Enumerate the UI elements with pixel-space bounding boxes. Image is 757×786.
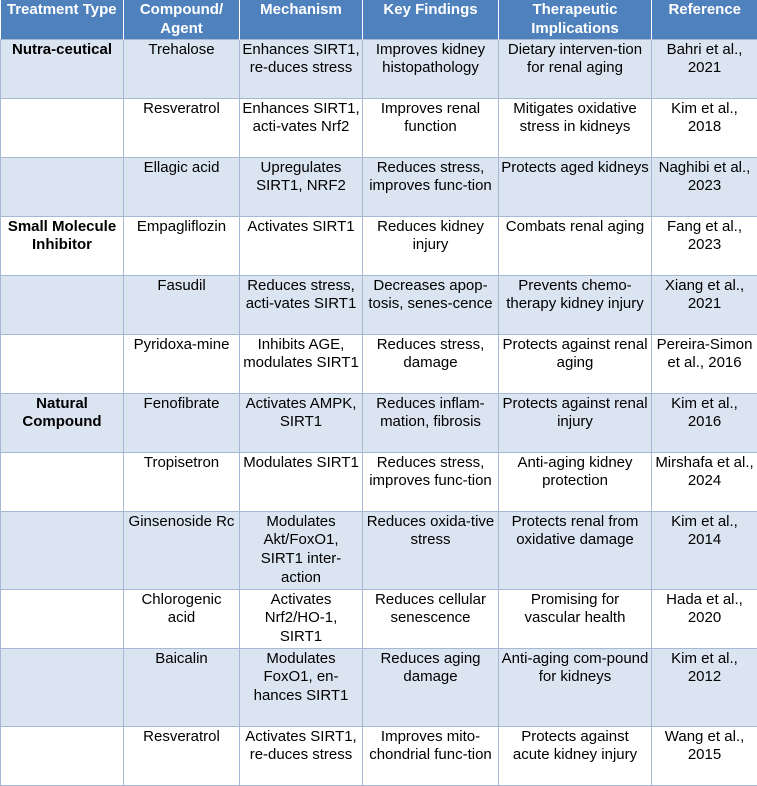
implications-cell: Dietary interven-tion for renal aging (499, 39, 652, 98)
implications-cell: Promising for vascular health (499, 589, 652, 648)
compound-cell: Tropisetron (124, 452, 240, 511)
implications-cell: Prevents chemo-therapy kidney injury (499, 275, 652, 334)
findings-cell: Improves renal function (363, 98, 499, 157)
findings-cell: Reduces stress, damage (363, 334, 499, 393)
mechanism-cell: Enhances SIRT1, acti-vates Nrf2 (240, 98, 363, 157)
treatment-type-cell (1, 511, 124, 589)
treatment-type-cell: Small Molecule Inhibitor (1, 216, 124, 275)
findings-cell: Reduces oxida-tive stress (363, 511, 499, 589)
compound-cell: Trehalose (124, 39, 240, 98)
mechanism-cell: Modulates FoxO1, en-hances SIRT1 (240, 648, 363, 726)
findings-cell: Reduces kidney injury (363, 216, 499, 275)
treatment-type-cell (1, 726, 124, 785)
table-row (1, 39, 757, 98)
table-row (1, 393, 757, 452)
treatment-type-cell (1, 98, 124, 157)
reference-cell: Kim et al., 2018 (652, 98, 757, 157)
table-row (1, 334, 757, 393)
findings-cell: Reduces stress, improves func-tion (363, 157, 499, 216)
reference-cell: Fang et al., 2023 (652, 216, 757, 275)
compound-cell: Resveratrol (124, 726, 240, 785)
table-row (1, 216, 757, 275)
reference-cell: Kim et al., 2014 (652, 511, 757, 589)
header-treatment-type: Treatment Type (1, 0, 124, 39)
mechanism-cell: Modulates Akt/FoxO1, SIRT1 inter-action (240, 511, 363, 589)
compound-cell: Baicalin (124, 648, 240, 726)
mechanism-cell: Enhances SIRT1, re-duces stress (240, 39, 363, 98)
reference-cell: Mirshafa et al., 2024 (652, 452, 757, 511)
reference-cell: Kim et al., 2016 (652, 393, 757, 452)
header-row (1, 0, 757, 39)
compound-cell: Resveratrol (124, 98, 240, 157)
reference-cell: Xiang et al., 2021 (652, 275, 757, 334)
mechanism-cell: Activates Nrf2/HO-1, SIRT1 (240, 589, 363, 648)
implications-cell: Mitigates oxidative stress in kidneys (499, 98, 652, 157)
implications-cell: Protects against renal injury (499, 393, 652, 452)
header-mechanism: Mechanism (240, 0, 363, 39)
implications-cell: Protects aged kidneys (499, 157, 652, 216)
header-compound-agent: Compound/ Agent (124, 0, 240, 39)
table-row (1, 726, 757, 785)
treatment-type-cell (1, 589, 124, 648)
mechanism-cell: Activates SIRT1, re-duces stress (240, 726, 363, 785)
findings-cell: Reduces inflam-mation, fibrosis (363, 393, 499, 452)
implications-cell: Protects renal from oxidative damage (499, 511, 652, 589)
treatment-type-cell: Nutra-ceutical (1, 39, 124, 98)
implications-cell: Protects against acute kidney injury (499, 726, 652, 785)
compound-cell: Fenofibrate (124, 393, 240, 452)
treatment-type-cell (1, 275, 124, 334)
reference-cell: Kim et al., 2012 (652, 648, 757, 726)
implications-cell: Protects against renal aging (499, 334, 652, 393)
mechanism-cell: Reduces stress, acti-vates SIRT1 (240, 275, 363, 334)
header-key-findings: Key Findings (363, 0, 499, 39)
treatment-type-cell (1, 157, 124, 216)
treatment-type-cell (1, 452, 124, 511)
mechanism-cell: Activates AMPK, SIRT1 (240, 393, 363, 452)
table-row (1, 157, 757, 216)
implications-cell: Anti-aging com-pound for kidneys (499, 648, 652, 726)
compound-cell: Chlorogenic acid (124, 589, 240, 648)
header-reference: Reference (652, 0, 757, 39)
treatment-type-cell: Natural Compound (1, 393, 124, 452)
mechanism-cell: Activates SIRT1 (240, 216, 363, 275)
table-row (1, 589, 757, 648)
header-therapeutic-implications: Therapeutic Implications (499, 0, 652, 39)
findings-cell: Decreases apop-tosis, senes-cence (363, 275, 499, 334)
table-row (1, 98, 757, 157)
findings-cell: Improves mito-chondrial func-tion (363, 726, 499, 785)
reference-cell: Bahri et al., 2021 (652, 39, 757, 98)
findings-cell: Reduces aging damage (363, 648, 499, 726)
table-row (1, 648, 757, 726)
table-row (1, 275, 757, 334)
treatment-type-cell (1, 648, 124, 726)
treatment-type-cell (1, 334, 124, 393)
compound-cell: Fasudil (124, 275, 240, 334)
mechanism-cell: Upregulates SIRT1, NRF2 (240, 157, 363, 216)
compound-cell: Empagliflozin (124, 216, 240, 275)
mechanism-cell: Modulates SIRT1 (240, 452, 363, 511)
reference-cell: Wang et al., 2015 (652, 726, 757, 785)
reference-cell: Naghibi et al., 2023 (652, 157, 757, 216)
implications-cell: Combats renal aging (499, 216, 652, 275)
table-row (1, 511, 757, 589)
table-row (1, 452, 757, 511)
findings-cell: Reduces stress, improves func-tion (363, 452, 499, 511)
mechanism-cell: Inhibits AGE, modulates SIRT1 (240, 334, 363, 393)
reference-cell: Pereira-Simon et al., 2016 (652, 334, 757, 393)
compound-cell: Ginsenoside Rc (124, 511, 240, 589)
reference-cell: Hada et al., 2020 (652, 589, 757, 648)
implications-cell: Anti-aging kidney protection (499, 452, 652, 511)
findings-cell: Reduces cellular senescence (363, 589, 499, 648)
compound-cell: Pyridoxa-mine (124, 334, 240, 393)
findings-cell: Improves kidney histopathology (363, 39, 499, 98)
compound-cell: Ellagic acid (124, 157, 240, 216)
